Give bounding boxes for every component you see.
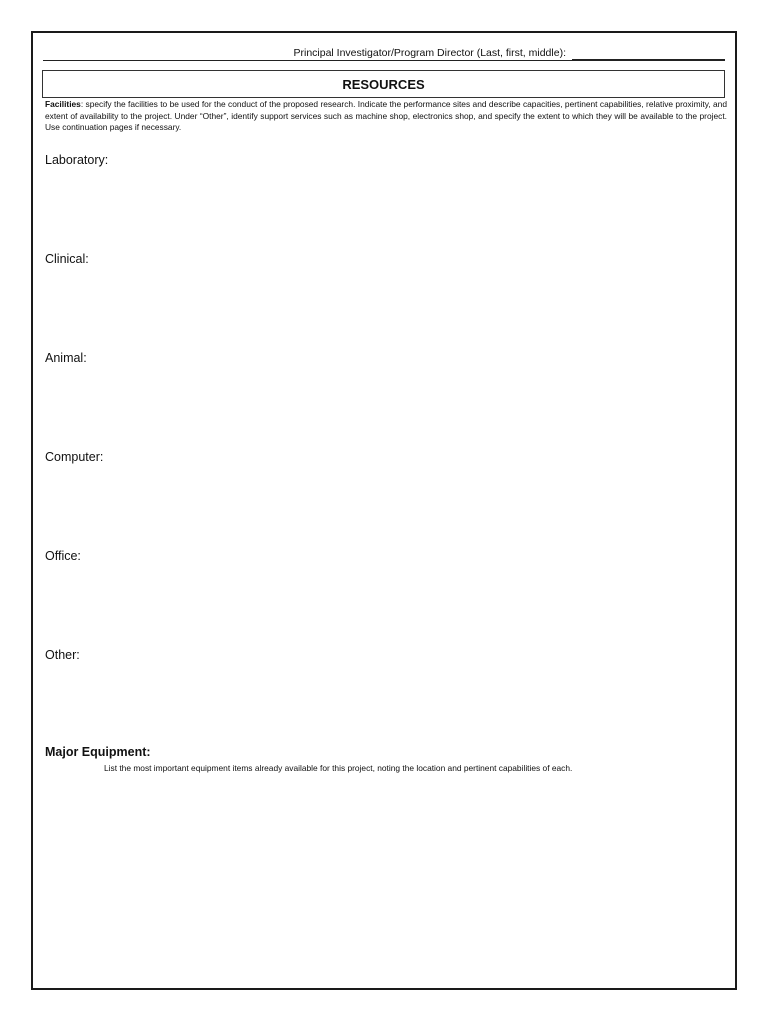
major-equipment-heading: Major Equipment (45, 745, 147, 759)
major-equipment-label (45, 745, 151, 760)
section-office-label: Office: (45, 549, 81, 563)
resources-title-text: RESOURCES (342, 77, 425, 92)
resources-title (42, 70, 725, 98)
section-other-label: Other: (45, 648, 80, 662)
facilities-text: : specify the facilities to be used for the conduct of the proposed research. Indicate the performance sites and describe capacities, pertinent capabilities, relative proximity, and extent of availability to the project. Under “Other”, identify support services such as machine shop, electronics shop, and specify the extent to which they will be available to the project. Use continuation pages if necessary. (45, 99, 727, 132)
facilities-heading: Facilities (45, 99, 81, 109)
section-clinical-label: Clinical: (45, 252, 89, 266)
facilities-instructions (45, 99, 727, 134)
principal-investigator-field[interactable] (572, 46, 725, 60)
section-animal-label: Animal: (45, 351, 87, 365)
section-laboratory-label: Laboratory: (45, 153, 109, 167)
section-computer-label: Computer: (45, 450, 104, 464)
principal-investigator-label: Principal Investigator/Program Director (Last, first, middle): (293, 47, 566, 59)
principal-investigator-line (43, 46, 725, 61)
major-equipment-colon: : (146, 745, 151, 759)
major-equipment-description: List the most important equipment items already available for this project, noting the location and pertinent capabilities of each. (104, 763, 573, 773)
page-frame (31, 31, 737, 990)
